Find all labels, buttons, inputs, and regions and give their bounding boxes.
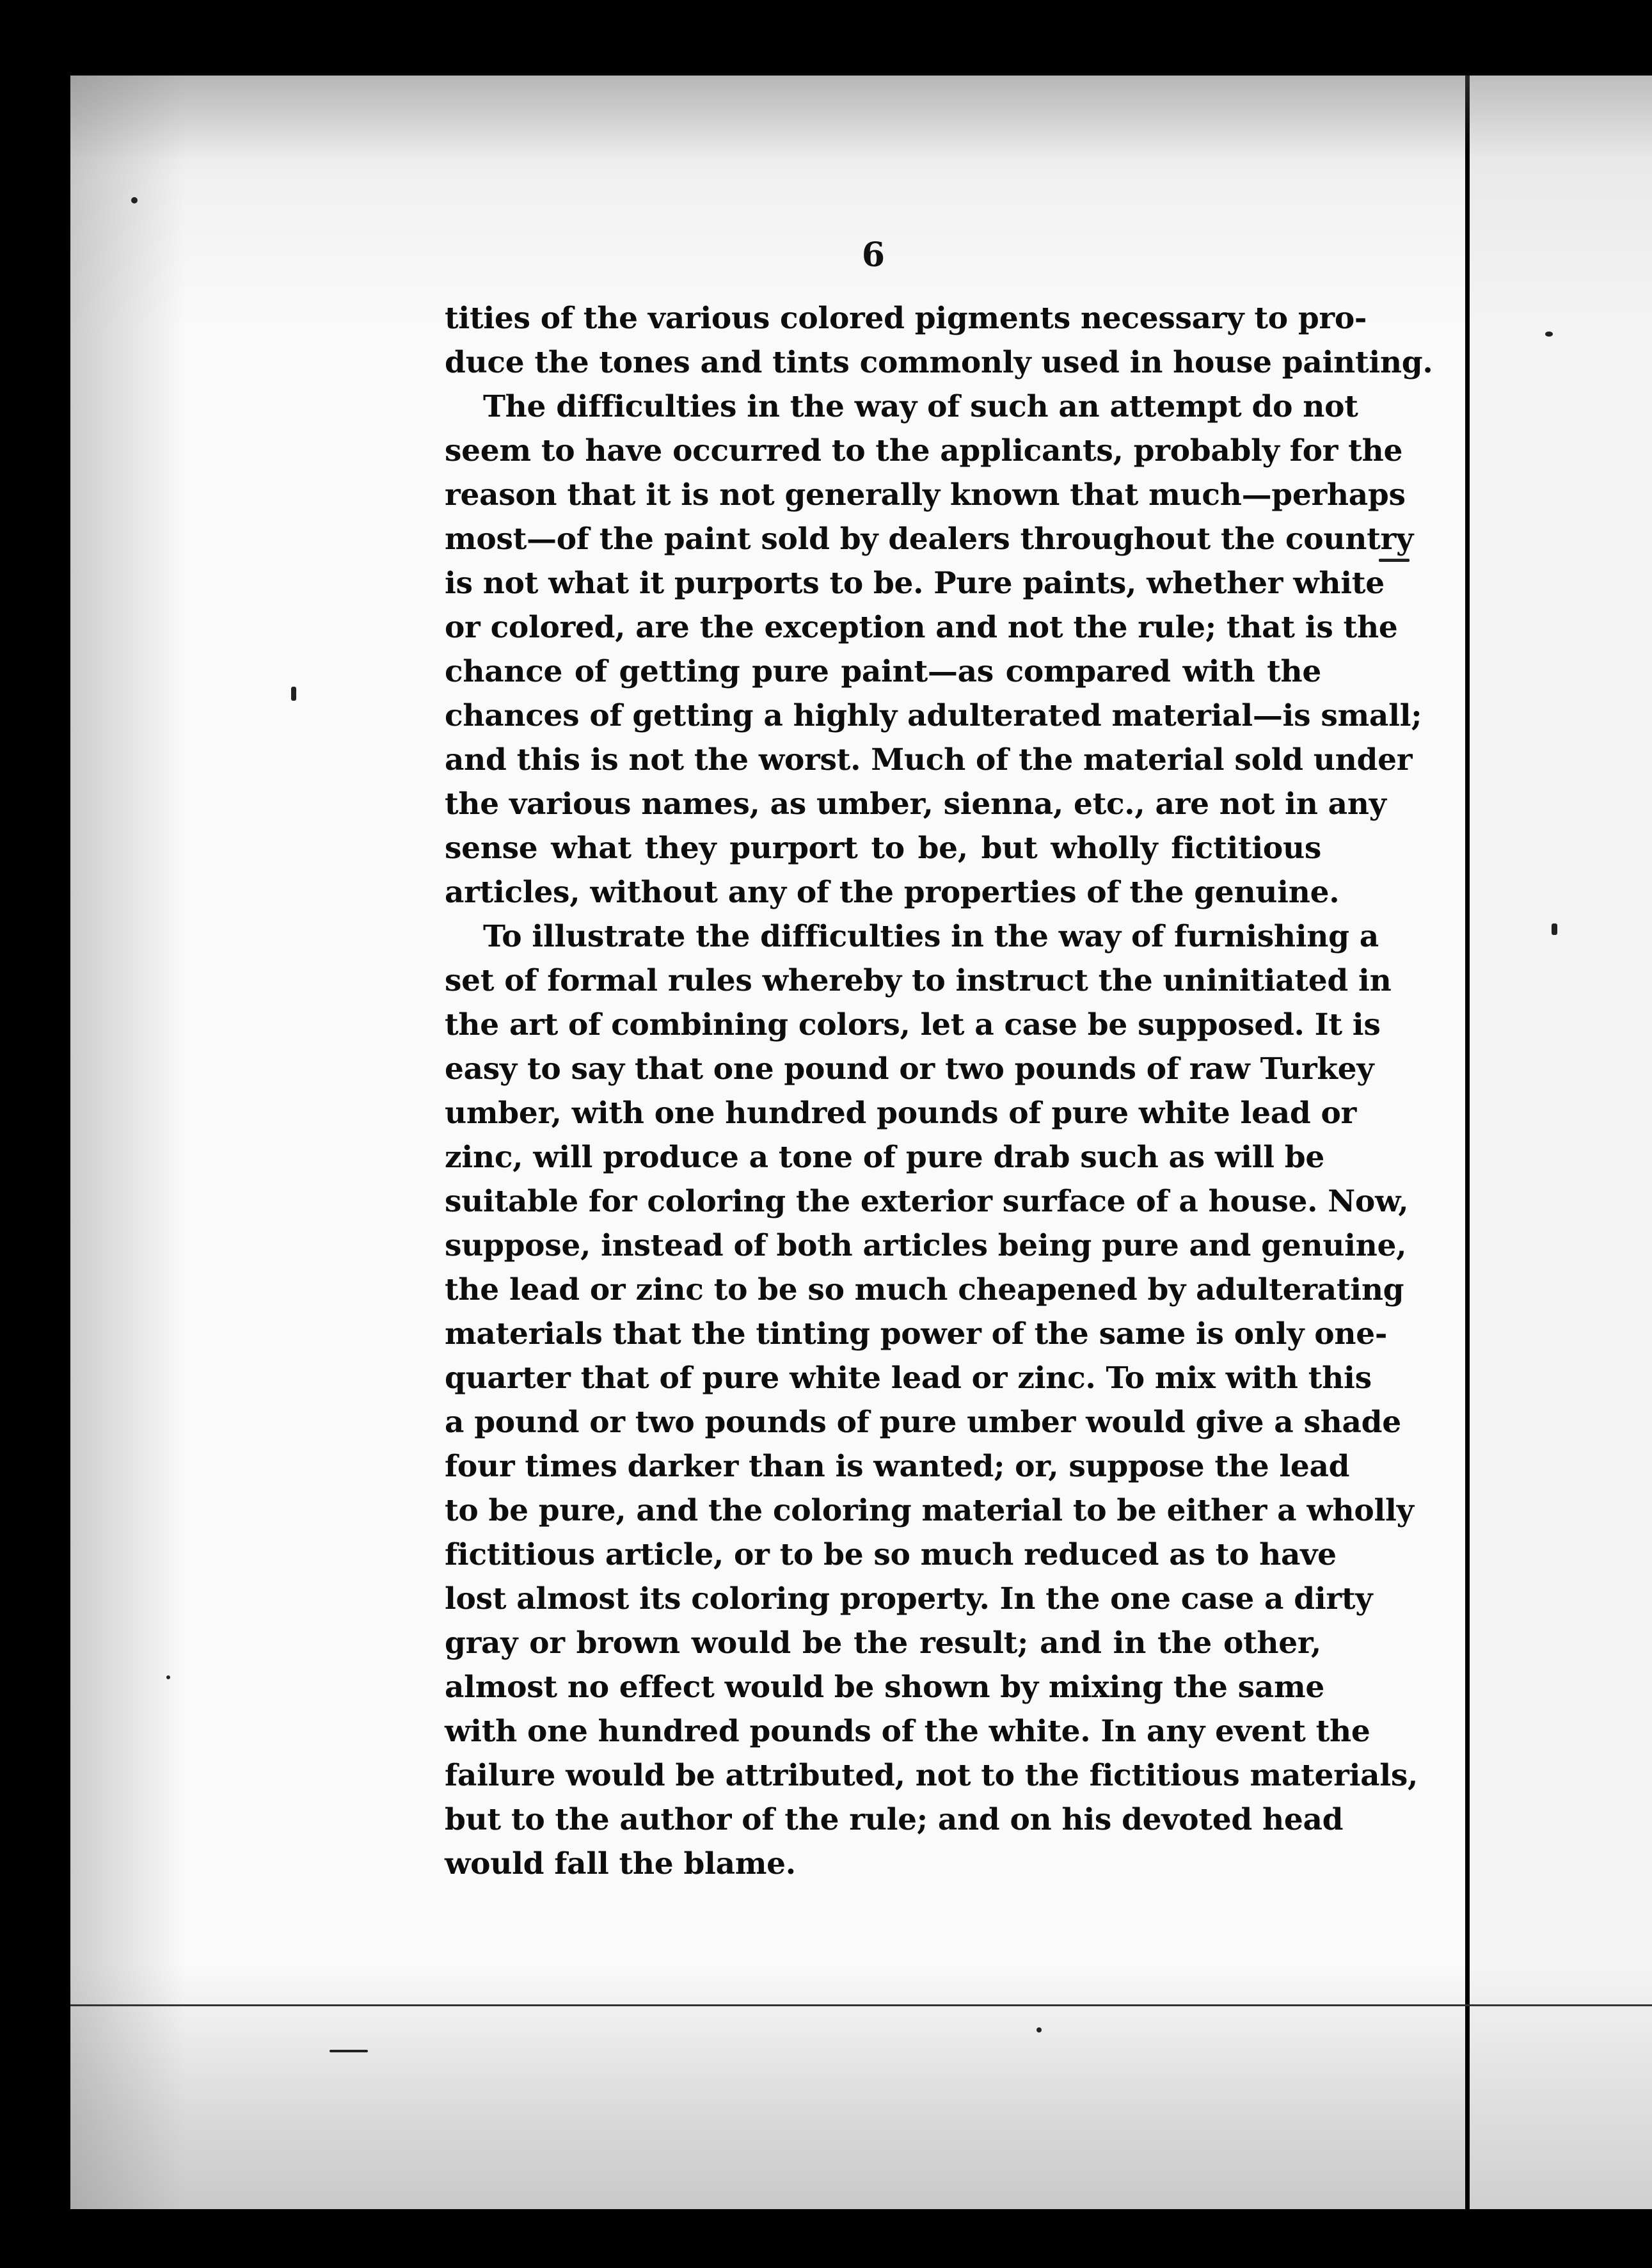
scan-speck [1036,2027,1042,2032]
text-line: To illustrate the difficulties in the way of furnishing a [483,919,1379,954]
text-line: suitable for coloring the exterior surface of a house. Now, [445,1184,1409,1219]
text-line: umber, with one hundred pounds of pure white lead or [445,1096,1356,1131]
text-line: to be pure, and the coloring material to be either a wholly [445,1493,1414,1528]
text-line: set of formal rules whereby to instruct the uninitiated in [445,963,1392,998]
text-line: with one hundred pounds of the white. In any event the [445,1714,1370,1749]
text-line: and this is not the worst. Much of the material sold under [445,742,1413,778]
scan-bottom-rule [70,2004,1652,2006]
text-line: chance of getting pure paint—as compared with the [445,654,1321,689]
book-page [70,76,1652,2209]
text-line: gray or brown would be the result; and in the other, [445,1625,1321,1661]
text-line: most—of the paint sold by dealers throughout the country [445,522,1413,557]
text-line: almost no effect would be shown by mixing the same [445,1670,1324,1705]
text-line: chances of getting a highly adulterated material—is small; [445,698,1422,733]
scan-speck [1545,331,1553,337]
paragraph [445,914,1418,1886]
text-line: a pound or two pounds of pure umber would give a shade [445,1405,1401,1440]
text-line: lost almost its coloring property. In the one case a dirty [445,1581,1373,1617]
text-line: easy to say that one pound or two pounds of raw Turkey [445,1051,1374,1087]
text-line: sense what they purport to be, but wholly fictitious [445,831,1321,866]
paragraph [445,296,1433,385]
paragraph [445,385,1422,914]
scan-speck [291,687,296,701]
scan-speck [166,1675,170,1679]
scan-speck [330,2050,368,2052]
text-line: the lead or zinc to be so much cheapened by adulterating [445,1272,1404,1307]
page-number: 6 [861,236,886,275]
text-line: suppose, instead of both articles being pure and genuine, [445,1228,1407,1263]
text-line: duce the tones and tints commonly used in house painting. [445,345,1433,380]
text-line: the various names, as umber, sienna, etc., are not in any [445,787,1386,822]
scan-speck [131,197,138,204]
text-line: zinc, will produce a tone of pure drab such as will be [445,1140,1324,1175]
scan-speck [1552,923,1557,935]
text-line: fictitious article, or to be so much reduced as to have [445,1537,1337,1572]
text-line: seem to have occurred to the applicants, probably for the [445,433,1403,468]
text-line: but to the author of the rule; and on his devoted head [445,1802,1344,1837]
text-line: tities of the various colored pigments necessary to pro- [445,301,1367,336]
facing-page-edge [1470,76,1652,2209]
text-line: the art of combining colors, let a case be supposed. It is [445,1007,1381,1042]
text-line: articles, without any of the properties of the genuine. [445,875,1340,910]
text-line: failure would be attributed, not to the fictitious materials, [445,1758,1418,1793]
text-line: four times darker than is wanted; or, suppose the lead [445,1449,1350,1484]
page-gutter-line [1465,76,1470,2209]
scan-speck [1379,559,1410,562]
text-line: reason that it is not generally known that much—perhaps [445,477,1406,513]
text-line: would fall the blame. [445,1846,796,1881]
text-line: quarter that of pure white lead or zinc. To mix with this [445,1361,1372,1396]
text-line: The difficulties in the way of such an attempt do not [483,389,1358,424]
text-line: materials that the tinting power of the same is only one- [445,1316,1388,1352]
text-line: or colored, are the exception and not the rule; that is the [445,610,1398,645]
body-text [445,296,1433,1886]
text-line: is not what it purports to be. Pure paints, whether white [445,566,1385,601]
